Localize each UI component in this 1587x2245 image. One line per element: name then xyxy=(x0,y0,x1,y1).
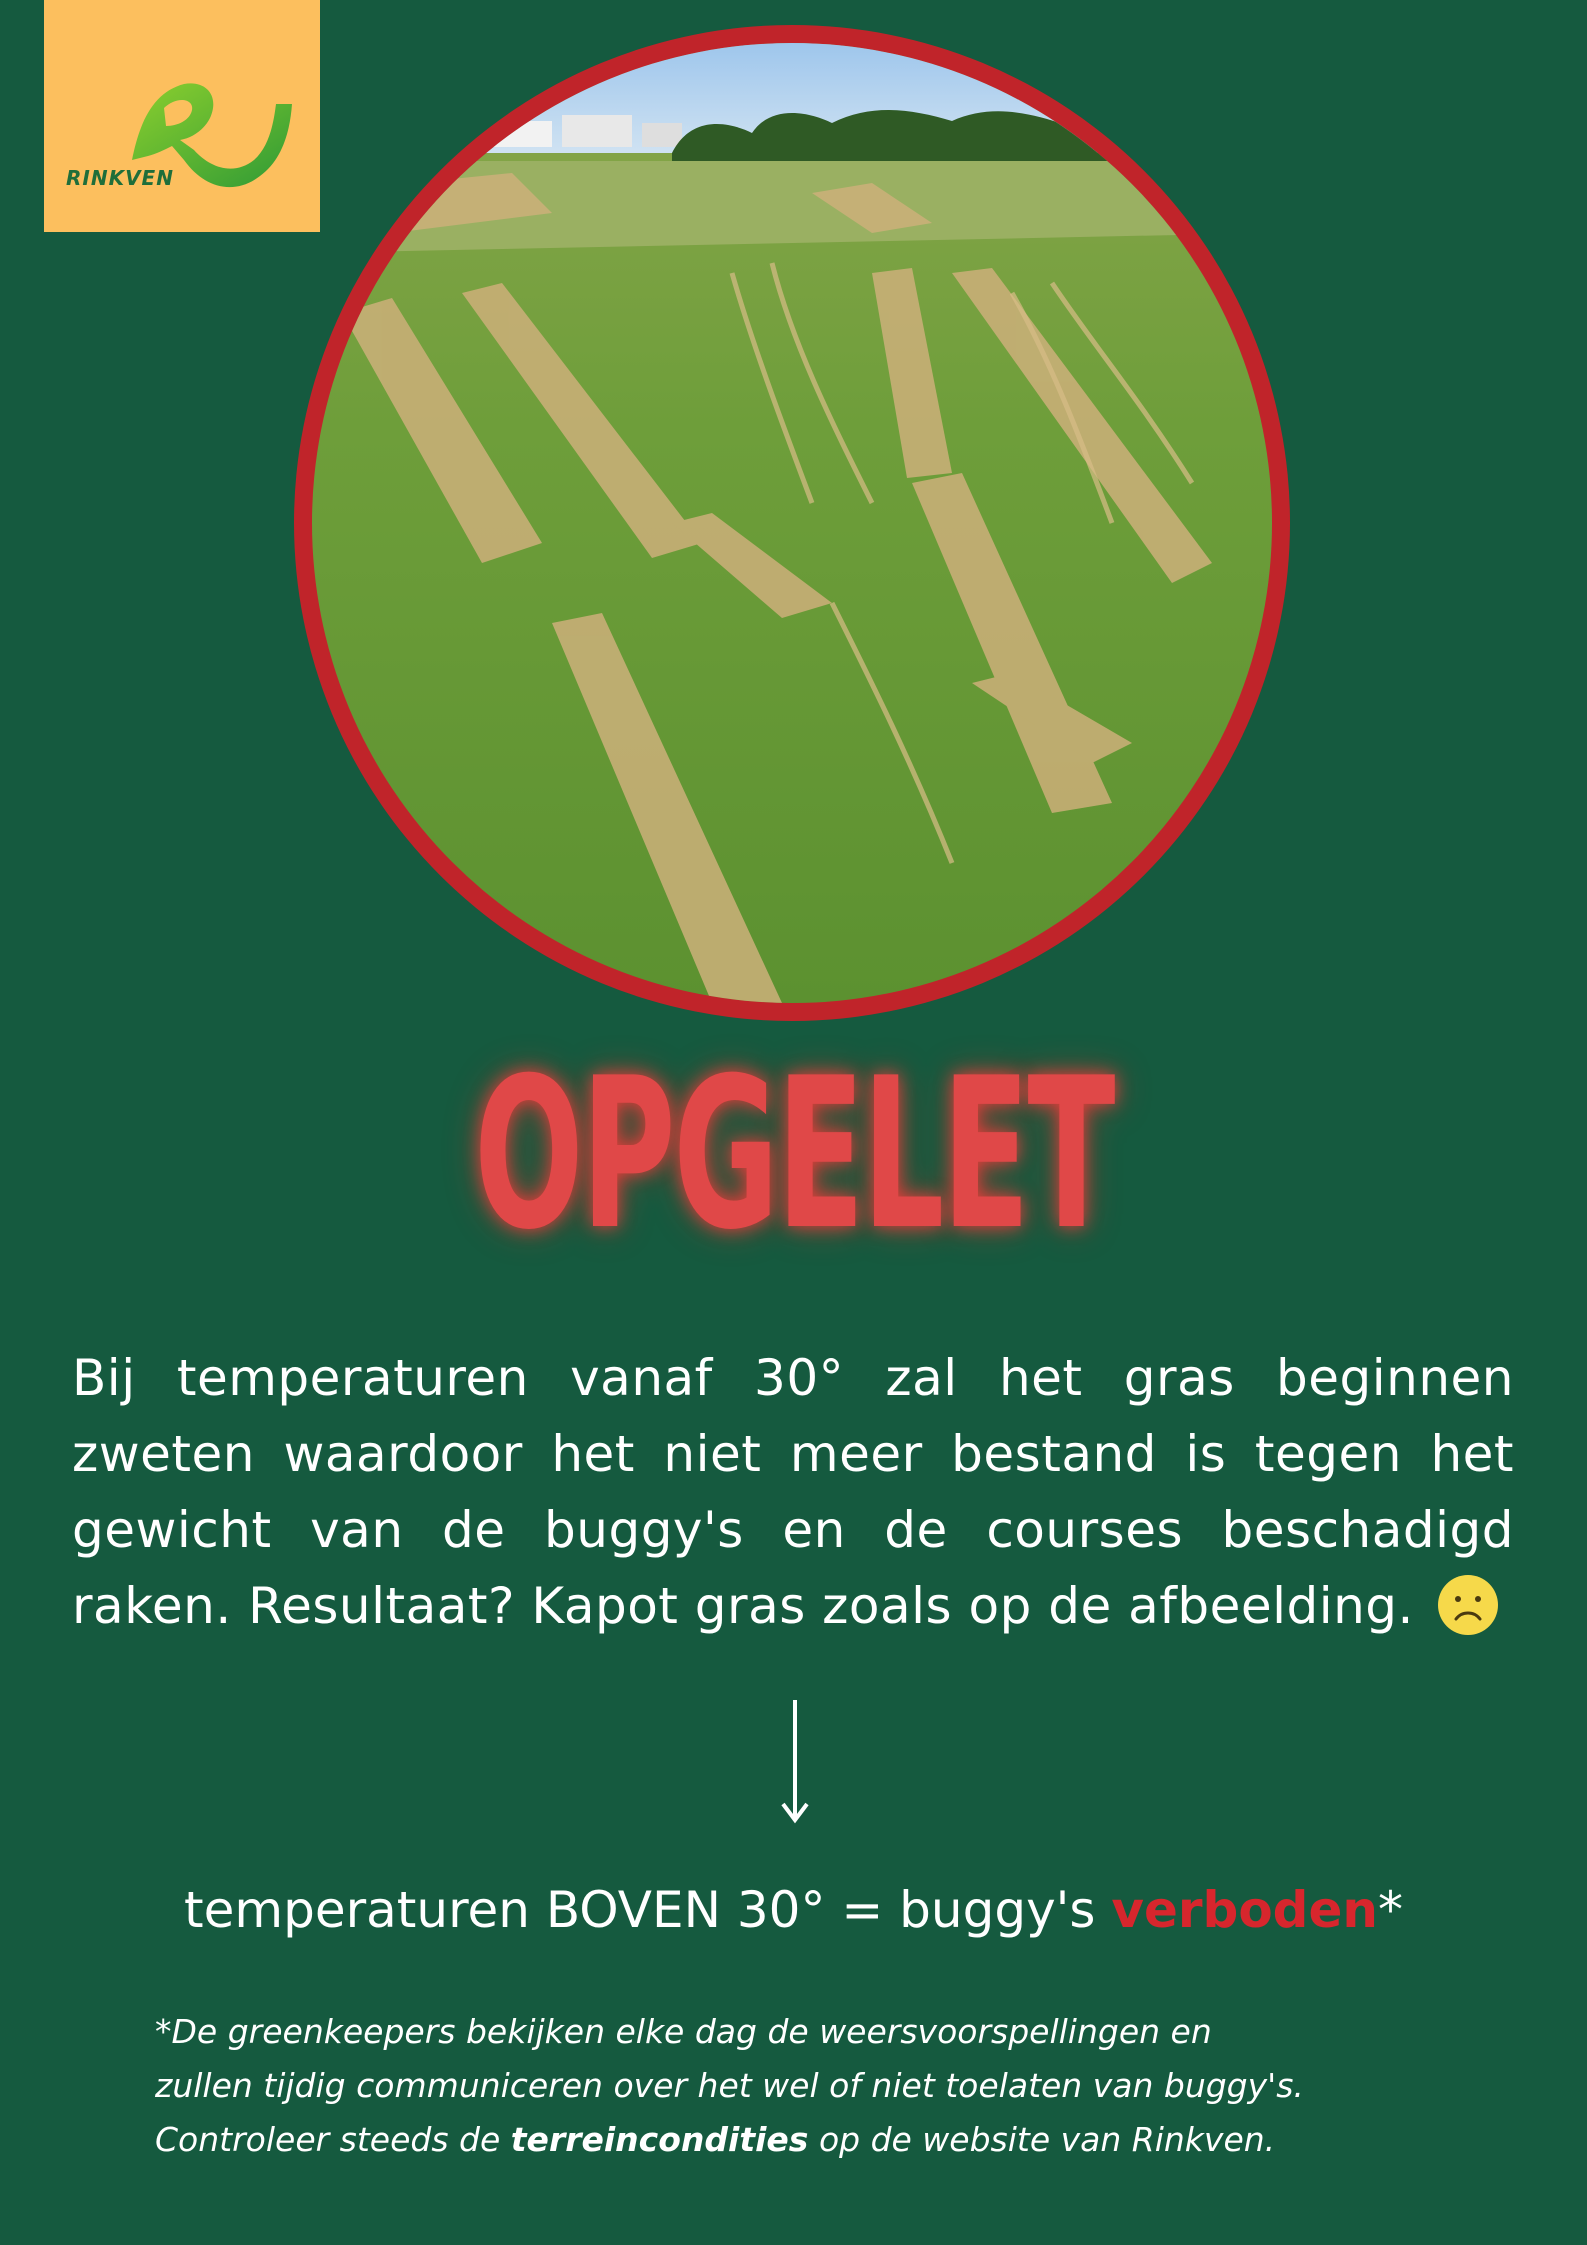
rule-suffix: * xyxy=(1377,1881,1403,1939)
body-text: Bij temperaturen vanaf 30° zal het gras beginnen zweten waardoor het niet meer bestand is tegen het gewicht van de buggy's en de courses beschadigd raken. Resultaat? Kapot gras zoals op de afbeelding. xyxy=(72,1349,1514,1635)
rule-prefix: temperaturen BOVEN 30° = buggy's xyxy=(184,1881,1112,1939)
photo-frame xyxy=(294,25,1290,1021)
logo-text: RINKVEN xyxy=(66,166,174,190)
page-title: OPGELET xyxy=(474,1034,1113,1276)
footnote-line-1: *De greenkeepers bekijken elke dag de weersvoorspellingen en xyxy=(155,2012,1212,2051)
damaged-grass-photo xyxy=(312,43,1272,1003)
body-paragraph xyxy=(72,1340,1514,1644)
sad-face-icon xyxy=(1436,1573,1500,1637)
footnote-line-3-end: op de website van Rinkven. xyxy=(808,2120,1276,2159)
rule-highlight: verboden xyxy=(1111,1881,1378,1939)
footnote xyxy=(155,2005,1475,2167)
footnote-line-2: zullen tijdig communiceren over het wel of niet toelaten van buggy's. xyxy=(155,2066,1304,2105)
arrow-down-icon xyxy=(780,1698,810,1824)
footnote-line-3 xyxy=(155,2113,1475,2167)
buggy-rule xyxy=(0,1875,1587,1945)
rinkven-logo[interactable] xyxy=(44,0,320,232)
rinkven-logo-mark xyxy=(44,0,320,232)
terreincondities-link[interactable]: terreincondities xyxy=(510,2120,809,2159)
footnote-line-3-start: Controleer steeds de xyxy=(155,2120,511,2159)
